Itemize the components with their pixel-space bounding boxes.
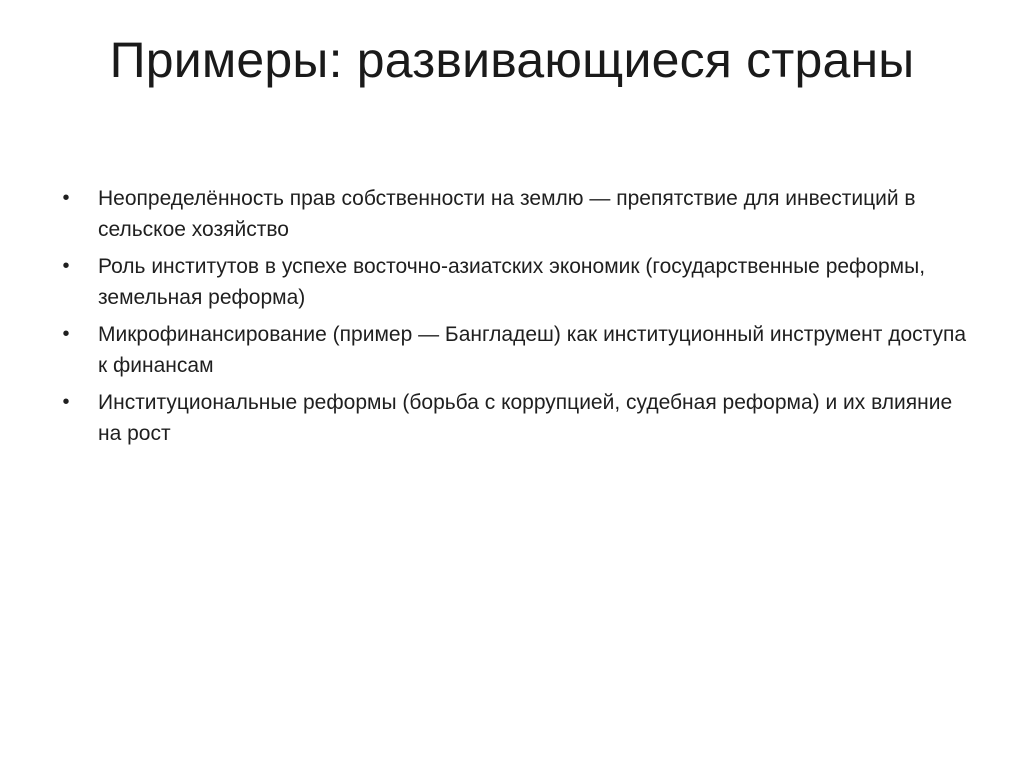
bullet-icon: • [62,255,70,277]
bullet-icon: • [62,323,70,345]
bullet-icon: • [62,187,70,209]
bullet-text: Неопределённость прав собственности на землю — препятствие для инвестиций в сельское хозяйство [98,187,916,241]
bullet-item [60,319,970,381]
bullet-icon: • [62,391,70,413]
bullet-list [60,183,970,455]
bullet-item [60,251,970,313]
bullet-item [60,183,970,245]
bullet-item [60,387,970,449]
bullet-text: Институциональные реформы (борьба с коррупцией, судебная реформа) и их влияние на рост [98,391,953,445]
bullet-text: Микрофинансирование (пример — Бангладеш) как институционный инструмент доступа к финансам [98,323,967,377]
bullet-text: Роль институтов в успехе восточно-азиатских экономик (государственные реформы, земельная реформа) [98,255,926,309]
slide-title: Примеры: развивающиеся страны [109,32,915,88]
